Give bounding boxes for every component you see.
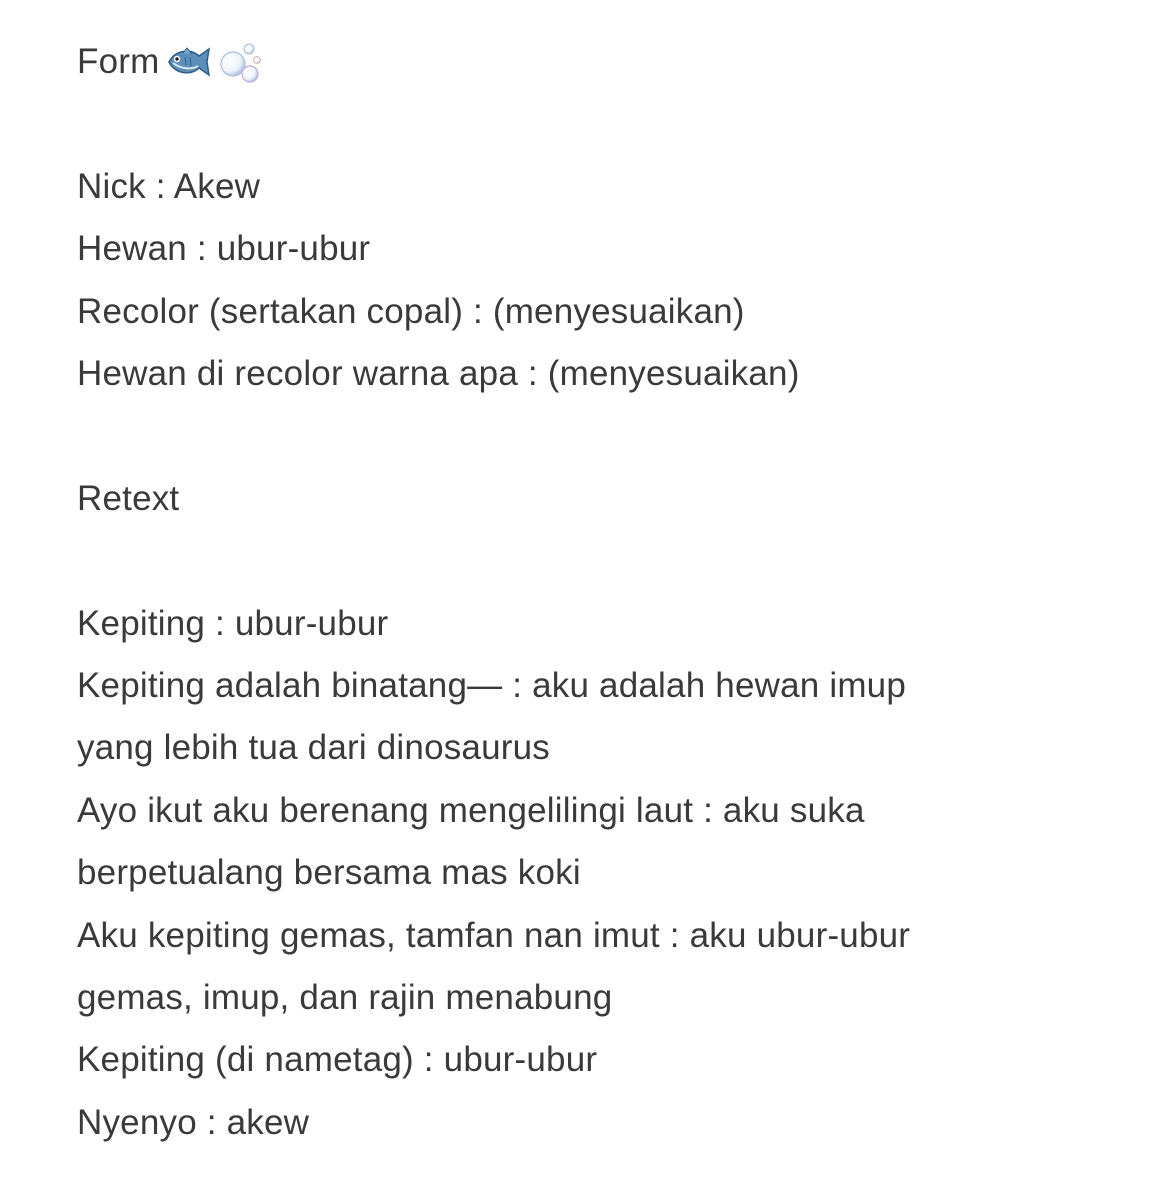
retext-line: Ayo ikut aku berenang mengelilingi laut : aku suka [77, 790, 865, 830]
retext-line: Kepiting (di nametag) : ubur-ubur [77, 1040, 598, 1080]
blank-line [77, 93, 1077, 155]
retext-line: Nyenyo : akew [77, 1102, 310, 1142]
retext-line: gemas, imup, dan rajin menabung [77, 978, 613, 1018]
blank-line [77, 530, 1077, 592]
note-title: Form [77, 42, 160, 81]
form-line-hewan: Hewan : ubur-ubur [77, 229, 371, 269]
blank-line [77, 405, 1077, 467]
retext-line: Kepiting adalah binatang— : aku adalah hewan imup [77, 666, 907, 706]
form-line-recolor-color: Hewan di recolor warna apa : (menyesuaikan) [77, 354, 800, 394]
retext-line: yang lebih tua dari dinosaurus [77, 728, 550, 768]
retext-line: Kepiting : ubur-ubur [77, 603, 389, 643]
bubbles-icon [217, 39, 263, 85]
retext-line: Aku kepiting gemas, tamfan nan imut : aku ubur-ubur [77, 915, 911, 955]
form-line-nick: Nick : Akew [77, 166, 261, 206]
note-body[interactable] [77, 31, 1077, 1154]
retext-line: berpetualang bersama mas koki [77, 853, 581, 893]
note-title-row [77, 31, 1077, 93]
section-heading-retext: Retext [77, 478, 180, 518]
form-line-recolor: Recolor (sertakan copal) : (menyesuaikan) [77, 291, 745, 331]
fish-icon [165, 45, 211, 79]
